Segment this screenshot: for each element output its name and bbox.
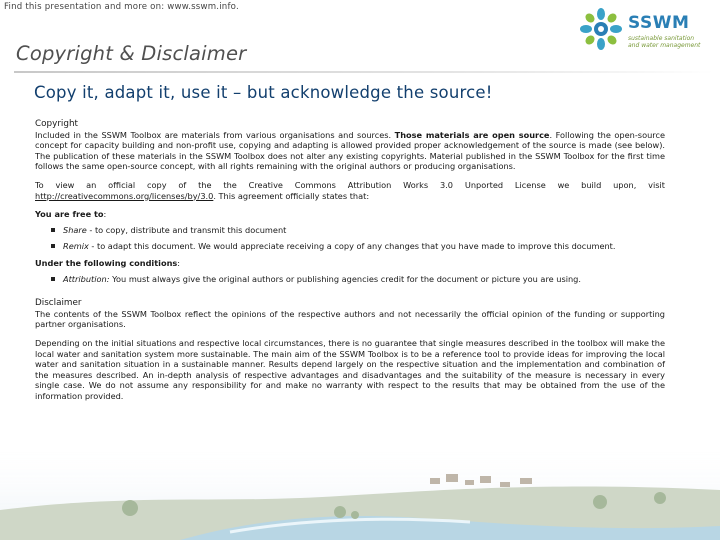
list-item [35, 241, 665, 252]
free-to-heading-text: You are free to [35, 209, 104, 220]
logo-tagline-line-2: and water management [628, 42, 701, 49]
disclaimer-heading: Disclaimer [35, 298, 82, 309]
free-to-list [35, 225, 665, 252]
remix-term: Remix [63, 241, 89, 252]
background-landscape-image [0, 440, 720, 540]
slide-subtitle: Copy it, adapt it, use it – but acknowledge the source! [34, 83, 493, 102]
conditions-heading-text: Under the following conditions [35, 257, 178, 268]
attribution-text: You must always give the original authors or publishing agencies credit for the document or picture you are using. [109, 273, 581, 284]
slide-content [35, 119, 665, 401]
remix-text: - to adapt this document. We would appreciate receiving a copy of any changes that you have made to improve this document. [88, 241, 616, 252]
slide-title: Copyright & Disclaimer [16, 42, 247, 65]
copyright-text-cont: . Following the open-source concept for capacity building and non-profit use, copying and adapting is allowed provided proper acknowledgement of the source is made (see below). The publication of these materials in the SSWM Toolbox does not alter any existing copyrights. Material published in the SSWM Toolbox for the first time follows the same open-source concept, with all rights remaining with the original authors or producing organisations. [35, 129, 665, 172]
conditions-list [35, 274, 665, 285]
copyright-heading: Copyright [35, 119, 78, 129]
license-link[interactable]: http://creativecommons.org/licenses/by/3.0 [35, 190, 214, 201]
list-item [35, 225, 665, 236]
sswm-logo [580, 8, 720, 48]
copyright-text: Included in the SSWM Toolbox are materials from various organisations and sources. [35, 129, 395, 140]
disclaimer-paragraph-2: Depending on the initial situations and respective local circumstances, there is no guarantee that single measures described in the toolbox will make the local water and sanitation system more sustainable. The main aim of the SSWM Toolbox is to be a reference tool to provide ideas for improving the local water and sanitation situation in a sustainable manner. Results depend largely on the respective situation and the implementation and combination of the measures described. An in-depth analysis of respective advantages and disadvantages and the suitability of the measure is necessary in every single case. We do not assume any responsibility for and make no warranty with respect to the results that may be obtained from the use of the information provided. [35, 337, 665, 401]
license-text-cont: . This agreement officially states that: [213, 190, 370, 201]
logo-tagline [628, 35, 700, 49]
free-to-heading: You are free to: [35, 209, 107, 220]
copyright-paragraph-2 [35, 180, 665, 201]
share-term: Share [63, 224, 87, 235]
license-text: To view an official copy of the the Creative Commons Attribution Works 3.0 Unported License we build upon, visit [35, 179, 665, 190]
share-text: - to copy, distribute and transmit this document [86, 224, 287, 235]
attribution-term: Attribution: [63, 273, 110, 284]
copyright-paragraph-1 [35, 130, 665, 172]
logo-name: SSWM [628, 13, 690, 33]
disclaimer-paragraph-1: The contents of the SSWM Toolbox reflect the opinions of the respective authors and not necessarily the official opinion of the funding or supporting partner organisations. [35, 308, 665, 330]
sswm-logo-icon [580, 8, 622, 50]
logo-tagline-line-1: sustainable sanitation [628, 35, 695, 42]
source-line: Find this presentation and more on: www.sswm.info. [4, 2, 239, 12]
list-item [35, 274, 665, 285]
open-source-emphasis: Those materials are open source [394, 129, 550, 140]
conditions-heading: Under the following conditions: [35, 257, 181, 268]
title-divider [14, 71, 714, 73]
